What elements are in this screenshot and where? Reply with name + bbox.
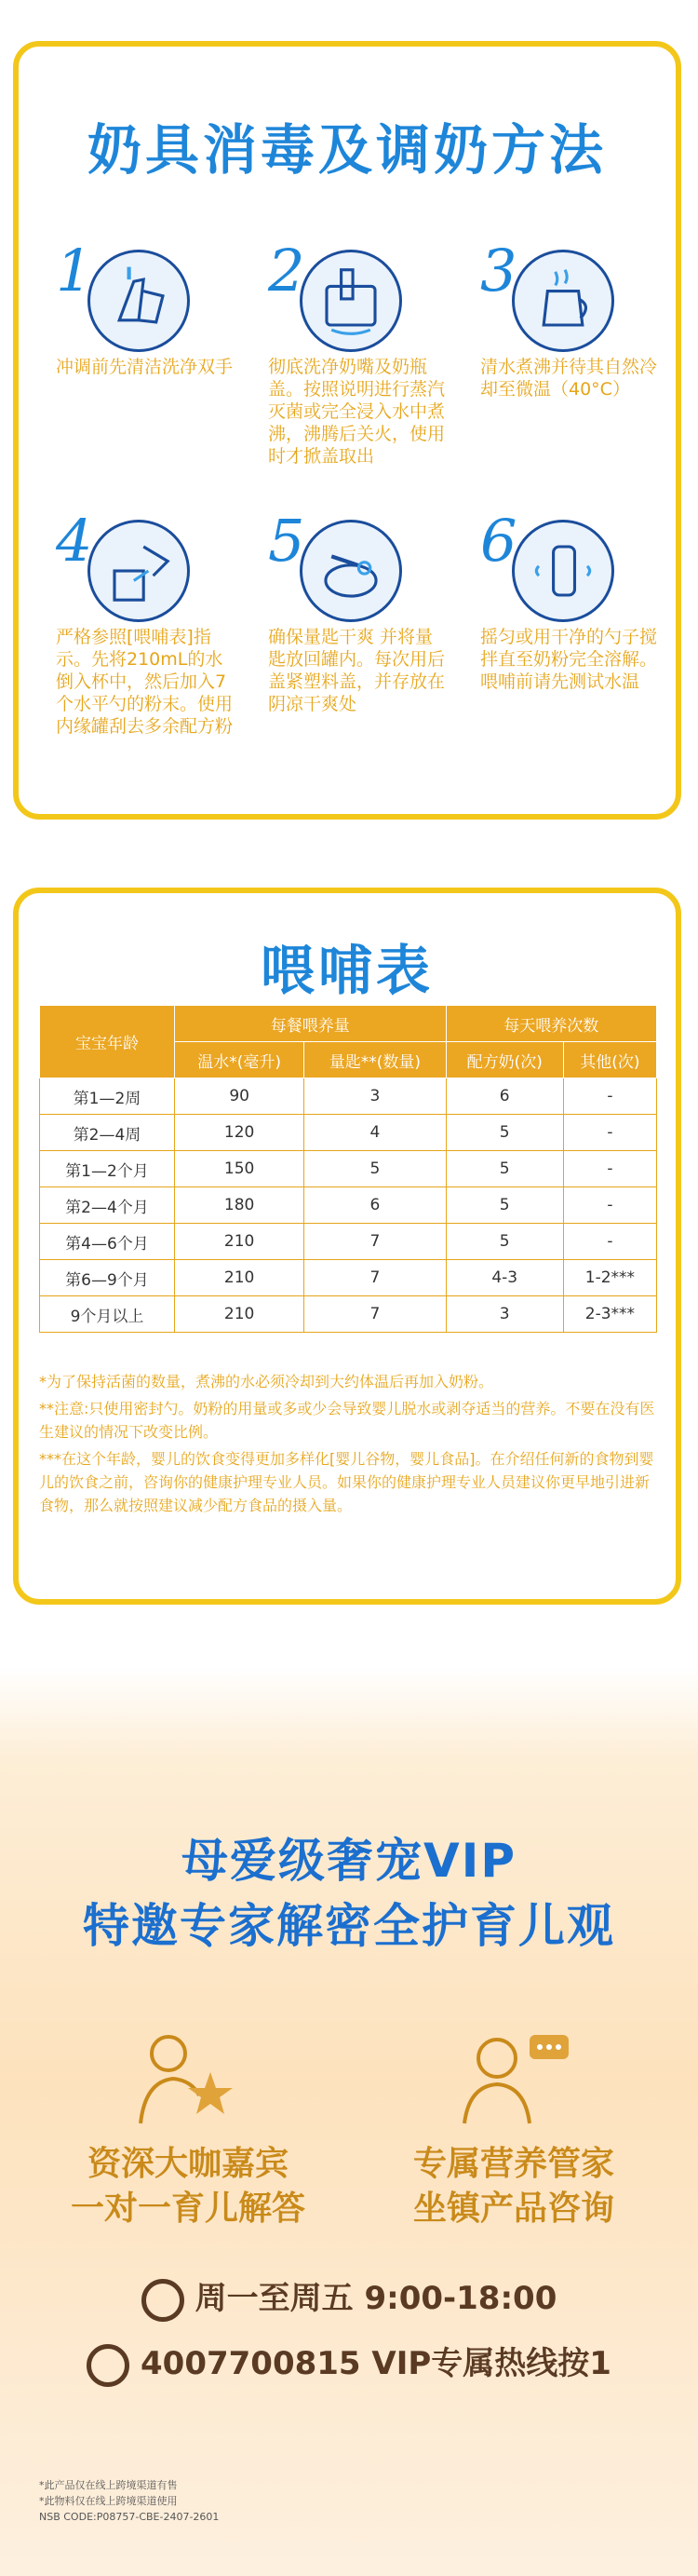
cell-other: - — [563, 1151, 656, 1187]
cell-water: 180 — [175, 1187, 304, 1224]
cell-other: 2-3*** — [563, 1296, 656, 1333]
cell-scoops: 3 — [304, 1078, 446, 1115]
feeding-table — [39, 1005, 657, 1333]
vip-section — [0, 1667, 698, 2576]
vip-right-text — [374, 2142, 653, 2231]
step-number: 3 — [480, 237, 517, 305]
feeding-notes — [39, 1370, 659, 1521]
header-scoops: 量匙**(数量) — [304, 1042, 446, 1078]
cell-scoops: 7 — [304, 1260, 446, 1296]
table-row — [40, 1078, 657, 1115]
step-number: 6 — [480, 507, 517, 575]
cell-age: 第4—6个月 — [40, 1224, 175, 1260]
step-text: 严格参照[喂哺表]指示。先将210mL的水倒入杯中，然后加入7个水平勺的粉末。使用内缘罐刮去多余配方粉 — [56, 627, 234, 737]
step-5 — [259, 507, 458, 745]
cell-scoops: 7 — [304, 1224, 446, 1260]
consultant-chat-icon — [441, 2021, 581, 2133]
step-text: 彻底洗净奶嘴及奶瓶盖。按照说明进行蒸汽灭菌或完全浸入水中煮沸，沸腾后关火，使用时才掀盖取出 — [268, 357, 446, 467]
cell-formula: 6 — [446, 1078, 563, 1115]
cell-scoops: 6 — [304, 1187, 446, 1224]
cell-formula: 5 — [446, 1115, 563, 1151]
method-card — [13, 41, 681, 820]
cell-formula: 4-3 — [446, 1260, 563, 1296]
table-row — [40, 1224, 657, 1260]
note-1: *为了保持活菌的数量，煮沸的水必须冷却到大约体温后再加入奶粉。 — [39, 1373, 494, 1390]
cell-water: 120 — [175, 1115, 304, 1151]
cell-age: 第6—9个月 — [40, 1260, 175, 1296]
cell-other: - — [563, 1115, 656, 1151]
cell-other: 1-2*** — [563, 1260, 656, 1296]
vip-subheadline: 特邀专家解密全护育儿观 — [83, 1899, 615, 1953]
step-4 — [47, 507, 246, 745]
cell-age: 第1—2周 — [40, 1078, 175, 1115]
step-number: 2 — [268, 237, 305, 305]
cell-water: 210 — [175, 1224, 304, 1260]
cell-formula: 5 — [446, 1187, 563, 1224]
step-text: 确保量匙干爽 并将量匙放回罐内。每次用后盖紧塑料盖，并存放在阴凉干爽处 — [268, 627, 446, 714]
pour-water-icon — [87, 520, 190, 622]
kettle-icon — [512, 250, 614, 352]
table-row — [40, 1187, 657, 1224]
cell-age: 第2—4周 — [40, 1115, 175, 1151]
hotline[interactable] — [0, 2338, 698, 2387]
note-2: **注意:只使用密封勺。奶粉的用量或多或少会导致婴儿脱水或剥夺适当的营养。不要在没有医生建议的情况下改变比例。 — [39, 1400, 655, 1441]
vip-right-line-2: 坐镇产品咨询 — [412, 2190, 614, 2228]
cell-age: 9个月以上 — [40, 1296, 175, 1333]
cell-formula: 3 — [446, 1296, 563, 1333]
header-other: 其他(次) — [563, 1042, 656, 1078]
fine-print-line: NSB CODE:P08757-CBE-2407-2601 — [39, 2511, 220, 2523]
feeding-title: 喂哺表 — [260, 939, 434, 1002]
cell-other: - — [563, 1224, 656, 1260]
step-6 — [471, 507, 670, 745]
header-per-meal: 每餐喂养量 — [175, 1006, 447, 1042]
table-row — [40, 1115, 657, 1151]
step-text: 清水煮沸并待其自然冷却至微温（40°C） — [480, 357, 658, 400]
vip-right-line-1: 专属营养管家 — [412, 2145, 614, 2183]
phone-icon — [87, 2344, 129, 2387]
hand-washing-icon — [87, 250, 190, 352]
vip-left-line-1: 资深大咖嘉宾 — [87, 2145, 289, 2183]
shake-bottle-icon — [512, 520, 614, 622]
service-hours-text: 周一至周五 9:00-18:00 — [195, 2280, 557, 2317]
fine-print-line: *此产品仅在线上跨境渠道有售 — [39, 2479, 178, 2491]
table-row — [40, 1151, 657, 1187]
feeding-card — [13, 888, 681, 1605]
cell-water: 90 — [175, 1078, 304, 1115]
service-hours — [0, 2272, 698, 2322]
step-number: 4 — [56, 507, 93, 575]
cell-water: 210 — [175, 1260, 304, 1296]
clock-icon — [141, 2279, 184, 2322]
fine-print-line: *此物料仅在线上跨境渠道使用 — [39, 2495, 178, 2507]
table-row — [40, 1296, 657, 1333]
header-formula: 配方奶(次) — [446, 1042, 563, 1078]
header-per-day: 每天喂养次数 — [446, 1006, 656, 1042]
method-title: 奶具消毒及调奶方法 — [87, 118, 607, 182]
hotline-text: 4007700815 VIP专属热线按1 — [141, 2345, 611, 2382]
cell-other: - — [563, 1078, 656, 1115]
cell-scoops: 5 — [304, 1151, 446, 1187]
step-2 — [259, 237, 458, 467]
vip-left-text — [48, 2142, 328, 2231]
table-row — [40, 1260, 657, 1296]
cell-other: - — [563, 1187, 656, 1224]
step-1 — [47, 237, 246, 447]
scoop-storage-icon — [300, 520, 402, 622]
expert-star-icon — [117, 2021, 257, 2133]
cell-formula: 5 — [446, 1151, 563, 1187]
vip-left-line-2: 一对一育儿解答 — [70, 2190, 305, 2228]
vip-headline: 母爱级奢宠VIP — [181, 1834, 517, 1888]
step-number: 1 — [56, 237, 93, 305]
header-water: 温水*(毫升) — [175, 1042, 304, 1078]
step-3 — [471, 237, 670, 447]
cell-age: 第2—4个月 — [40, 1187, 175, 1224]
header-age: 宝宝年龄 — [40, 1006, 175, 1078]
step-text: 冲调前先清洁洗净双手 — [56, 357, 234, 377]
step-text: 摇匀或用干净的勺子搅拌直至奶粉完全溶解。喂哺前请先测试水温 — [480, 627, 658, 692]
cell-formula: 5 — [446, 1224, 563, 1260]
cell-water: 150 — [175, 1151, 304, 1187]
note-3: ***在这个年龄，婴儿的饮食变得更加多样化[婴儿谷物，婴儿食品]。在介绍任何新的食物到婴儿的饮食之前，咨询你的健康护理专业人员。如果你的健康护理专业人员建议你更早地引进新食物，那么就按照建议减少配方食品的摄入量。 — [39, 1450, 654, 1514]
cell-age: 第1—2个月 — [40, 1151, 175, 1187]
step-number: 5 — [268, 507, 305, 575]
fine-print — [39, 2477, 219, 2525]
cell-scoops: 7 — [304, 1296, 446, 1333]
cell-scoops: 4 — [304, 1115, 446, 1151]
bottle-sterilize-icon — [300, 250, 402, 352]
cell-water: 210 — [175, 1296, 304, 1333]
